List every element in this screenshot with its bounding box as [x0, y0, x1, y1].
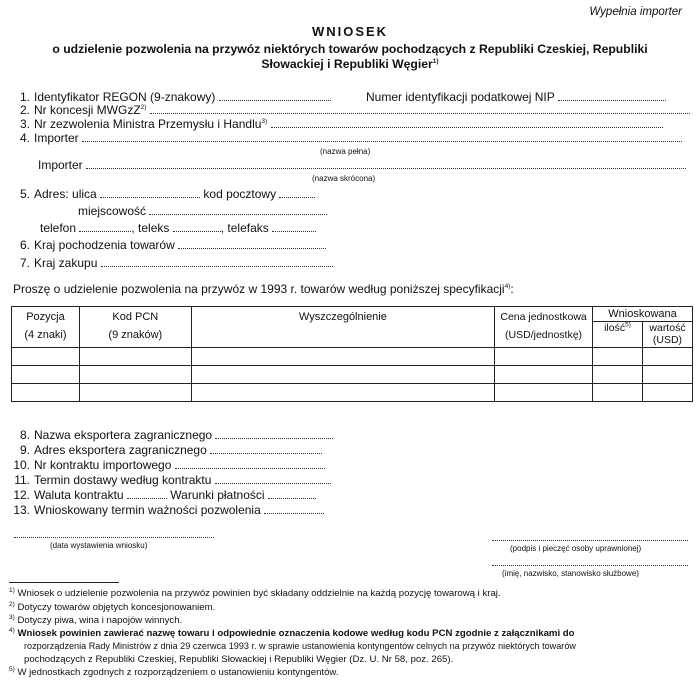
footnote-4c: pochodzących z Republiki Czeskiej, Republiki Słowackiej i Republiki Węgier (Dz. U. Nr 58, poz. 265). — [24, 654, 454, 665]
field-purchase-country[interactable]: 7. Kraj zakupu — [10, 256, 333, 270]
signature-line[interactable] — [492, 530, 688, 544]
col-position-sub: (4 znaki) — [24, 329, 67, 341]
field-exporter-name[interactable]: 8. Nazwa eksportera zagranicznego — [10, 428, 333, 442]
footnote-4a: $^{4)}$ Wniosek powinien zawierać nazwę towaru i odpowiednie oznaczenia kodowe według kodu PCN zgodnie z załącznikami do — [9, 626, 575, 639]
field-license[interactable]: 2. Nr koncesji MWGzZ$^{2)}$ — [10, 103, 690, 117]
signature-hint: (podpis i pieczęć osoby uprawnionej) — [510, 544, 642, 553]
field-phone[interactable]: telefon , teleks , telefaks — [40, 221, 316, 235]
request-text: Proszę o udzielenie pozwolenia na przywóz w 1993 r. towarów według poniższej specyfikacji$^{4)}$: — [13, 282, 514, 296]
col-description: Wyszczególnienie — [298, 311, 387, 323]
field-importer-full[interactable]: 4. Importer — [10, 131, 682, 145]
header-note: Wypełnia importer — [589, 6, 682, 18]
field-exporter-address[interactable]: 9. Adres eksportera zagranicznego — [10, 443, 322, 457]
form-subtitle-line2: Słowackiej i Republiki Węgier$^{1)}$ — [261, 57, 439, 71]
hint-full-name: (nazwa pełna) — [320, 147, 371, 156]
hint-short-name: (nazwa skrócona) — [312, 174, 376, 183]
field-validity-term[interactable]: 13. Wnioskowany termin ważności pozwolenia — [10, 503, 324, 517]
field-regon[interactable]: 1. Identyfikator REGON (9-znakowy) — [10, 90, 331, 104]
col-requested: Wnioskowana — [593, 307, 693, 322]
field-contract-currency[interactable]: 12. Waluta kontraktu Warunki płatności — [10, 488, 316, 502]
name-hint: (imię, nazwisko, stanowisko służbowe) — [502, 569, 639, 578]
col-value-sub: (USD) — [652, 334, 683, 347]
name-line[interactable] — [492, 555, 688, 569]
col-unit-price-sub: (USD/jednostkę) — [505, 329, 583, 341]
col-pcn: Kod PCN — [112, 311, 159, 323]
footnote-3: $^{3)}$ Dotyczy piwa, wina i napojów winnych. — [9, 613, 183, 626]
footnote-divider — [9, 582, 119, 583]
footnote-1: $^{1)}$ Wniosek o udzielenie pozwolenia na przywóz powinien być składany oddzielnie na każdą pozycję towarową i kraj. — [9, 586, 501, 599]
specification-table — [11, 306, 693, 402]
field-address-street[interactable]: 5. Adres: ulica kod pocztowy — [10, 187, 315, 201]
form-title: WNIOSEK — [311, 24, 389, 39]
col-unit-price: Cena jednostkowa — [500, 311, 587, 323]
date-hint: (data wystawienia wniosku) — [50, 541, 148, 550]
field-address-city[interactable]: miejscowość — [78, 204, 327, 218]
table-row — [12, 348, 693, 366]
col-value: wartość — [649, 322, 686, 335]
table-row — [12, 366, 693, 384]
field-nip[interactable]: Numer identyfikacji podatkowej NIP — [366, 90, 666, 104]
footnote-5: $^{5)}$ W jednostkach zgodnych z rozporządzeniem o ustanowieniu kontyngentów. — [9, 665, 339, 678]
date-line[interactable] — [14, 527, 214, 541]
field-contract-number[interactable]: 10. Nr kontraktu importowego — [10, 458, 325, 472]
table-row — [12, 384, 693, 402]
field-delivery-term[interactable]: 11. Termin dostawy według kontraktu — [10, 473, 331, 487]
field-importer-short[interactable]: Importer — [38, 158, 686, 172]
field-origin-country[interactable]: 6. Kraj pochodzenia towarów — [10, 238, 326, 252]
field-permit[interactable]: 3. Nr zezwolenia Ministra Przemysłu i Handlu$^{3)}$ — [10, 117, 663, 131]
footnote-2: $^{2)}$ Dotyczy towarów objętych koncesjonowaniem. — [9, 600, 216, 613]
footnote-4b: rozporządzenia Rady Ministrów z dnia 29 czerwca 1993 r. w sprawie ustanowienia kontyngentów celnych na przywóz niektórych towarów — [24, 641, 576, 651]
col-position: Pozycja — [26, 311, 65, 323]
form-subtitle-line1: o udzielenie pozwolenia na przywóz niektórych towarów pochodzących z Republiki Czeskiej, Republiki — [52, 42, 648, 56]
col-quantity: ilość$^{5)}$ — [593, 322, 643, 348]
col-pcn-sub: (9 znaków) — [108, 329, 163, 341]
